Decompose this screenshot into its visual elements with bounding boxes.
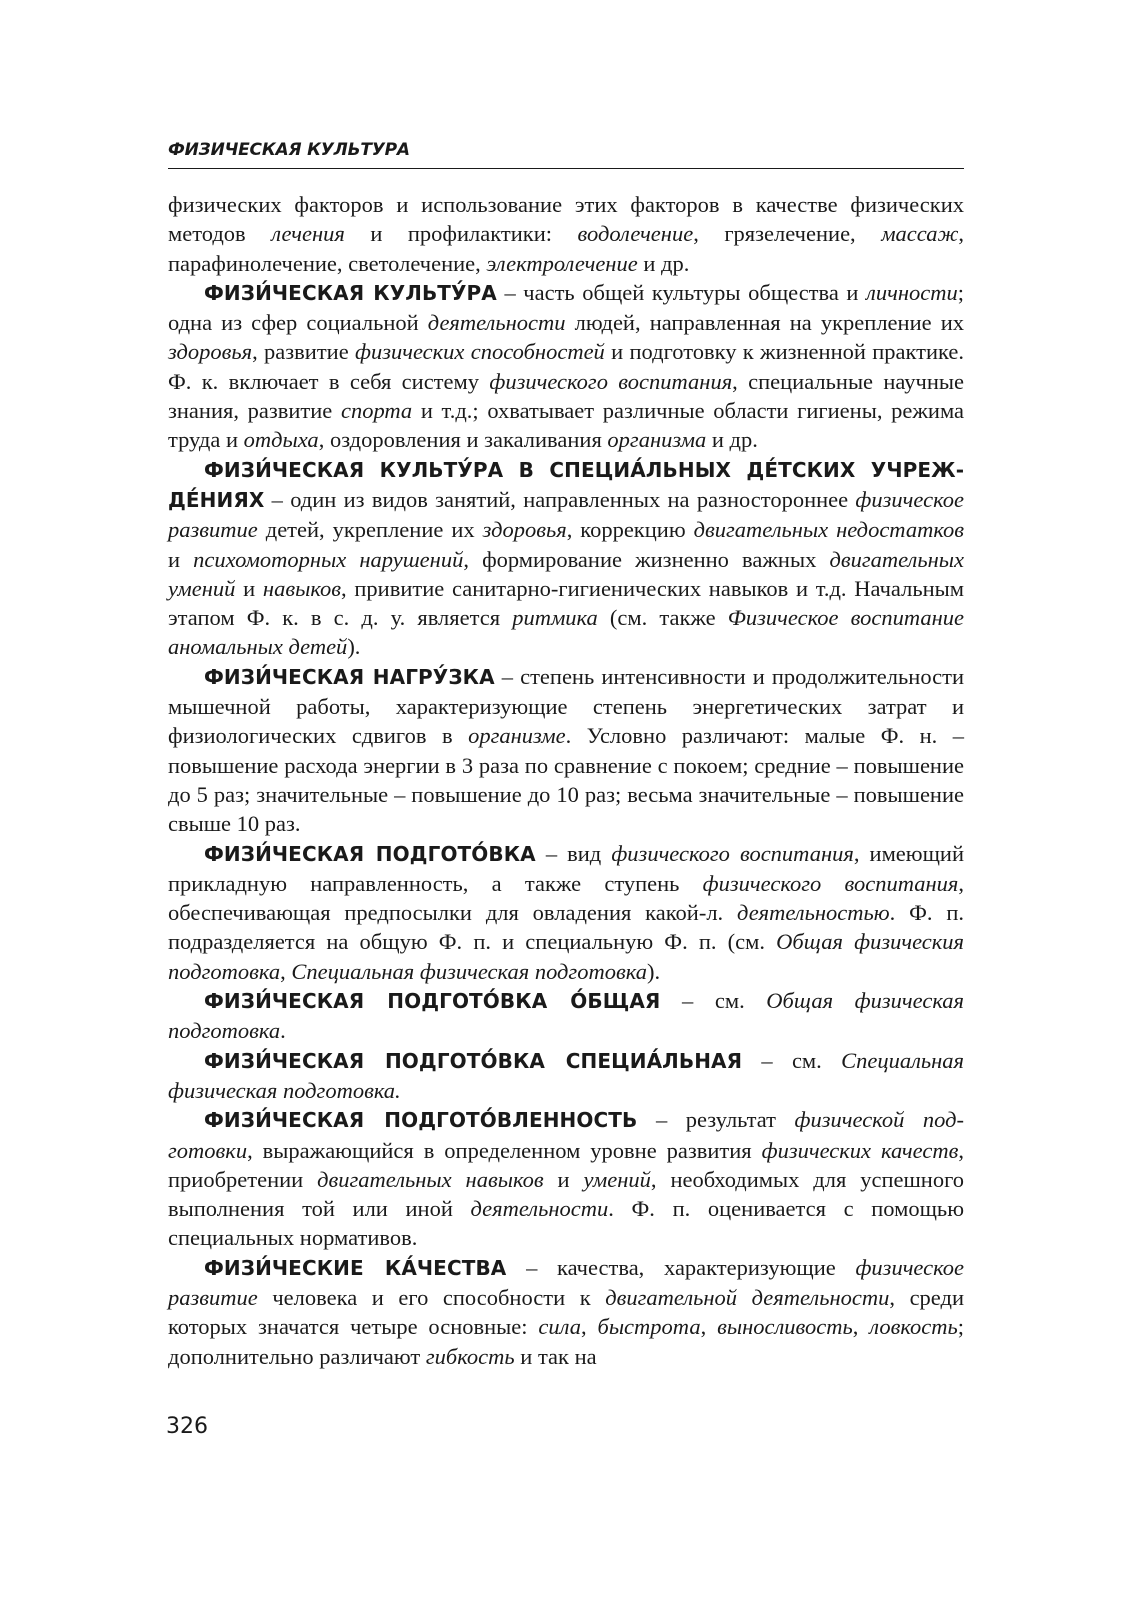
dictionary-entry [168,1253,964,1371]
text-run: . Условно различают: малые Ф. н. – повышение расхода энергии в 3 раза по сравнение с покоем; средние – повышение до 5 раз; значительные – повышение до 10 раз; весьма значительные – повышение свыше 10 раз. [168,723,964,837]
italic-term: здоровья [482,517,567,543]
dictionary-text [168,190,964,1371]
italic-term: физическое развитие [168,486,964,543]
italic-term: физической подготовки [168,1107,965,1163]
italic-term: умений [583,1166,651,1192]
dictionary-entry [168,662,964,839]
text-run: – один из видов занятий, направленных на разностороннее [264,486,856,512]
text-run: – см. [742,1047,842,1073]
italic-term: физического воспитания [702,870,959,896]
text-run: , коррекцию [566,517,694,543]
italic-term: электролечение [486,250,638,276]
italic-term: Общая физическая подготовка [168,988,964,1044]
italic-term: деятельности [427,310,566,336]
dictionary-entry [168,1046,964,1106]
text-run: , необходимых для успешного выполнения той или иной [168,1166,965,1222]
text-run: , [280,958,292,984]
italic-term: физических способностей [355,339,605,365]
text-run: и др. [637,250,690,276]
italic-term: лечения [271,221,345,247]
italic-term: ритмика [512,605,598,631]
text-run: и [168,546,194,572]
dictionary-entry [168,986,964,1046]
text-run: и профилактики: [344,221,578,247]
italic-term: массаж [881,221,959,247]
text-run: – результат [637,1107,795,1133]
text-run: ). [646,958,661,984]
italic-term: физического воспитания [611,840,854,866]
text-run: – часть общей культуры общества и [496,279,867,305]
text-run: , приобретении [168,1137,964,1192]
entry-headword: ФИЗИ́ЧЕСКАЯ ПОДГОТО́ВЛЕННОСТЬ [204,1108,638,1133]
entry-headword: ФИЗИ́ЧЕСКИЕ КА́ЧЕСТВА [204,1255,507,1280]
italic-term: водолечение [577,221,694,247]
text-run: , парафинолечение, светолечение, [168,221,964,276]
text-run: детей, укрепление их [257,517,483,543]
italic-term: психомоторных нарушений [193,546,464,572]
italic-term: отдыха [243,427,319,453]
italic-term: Общая физическия подготовка [168,929,964,984]
entry-headword: ФИЗИ́ЧЕСКАЯ ПОДГОТО́ВКА О́БЩАЯ [204,989,661,1014]
text-run: и т.д.; охватывает различные области гигиены, режима труда и [168,398,965,453]
italic-term: личности [866,279,958,305]
text-run: и так на [514,1343,597,1369]
italic-term: физического воспитания [489,368,733,394]
page-number: 326 [166,1414,208,1439]
italic-term: Специальная физическая подготовка [291,958,647,984]
text-run: – степень интенсивности и продолжительности мышечной работы, характеризующие степень энергетических затрат и физиологических сдвигов в [168,663,964,749]
italic-term: физических качеств [761,1137,959,1163]
text-run: , выражающийся в определенном уровне развития [247,1137,762,1163]
italic-term: организме [468,723,566,749]
text-run: , [581,1314,598,1340]
italic-term: сила [538,1314,581,1340]
text-run: , привитие санитарно-гигиенических навыков и т.д. Начальным этапом Ф. к. в с. д. у. является [168,575,964,631]
dictionary-entry [168,278,964,455]
text-run: , грязелечение, [693,221,882,247]
text-run: – см. [660,988,767,1014]
text-run: людей, направленная на укрепление их [565,310,964,336]
italic-term: физическое развитие [168,1254,965,1310]
text-run: , оздоровления и закаливания [318,427,608,453]
text-run: , формирование жизненно важных [463,546,830,572]
text-run: ; одна из сфер социальной [168,279,964,336]
entry-headword: ФИЗИ́ЧЕСКАЯ ПОДГОТО́ВКА СПЕЦИА́ЛЬНАЯ [204,1048,743,1073]
text-run: и [543,1166,584,1192]
entry-headword: ФИЗИ́ЧЕСКАЯ КУЛЬТУ́РА [204,280,497,305]
text-run: , обеспечивающая предпосылки для овладения какой-л. [168,870,964,926]
text-run: и др. [706,427,758,453]
italic-term: двигательной деятельности [605,1284,890,1310]
continuation-paragraph [168,190,964,278]
italic-term: деятельности [470,1196,609,1222]
running-head: ФИЗИЧЕСКАЯ КУЛЬТУРА [168,138,964,169]
italic-term: деятельностью [737,900,890,926]
text-run: , среди которых значатся четыре основные: [168,1284,964,1340]
text-run: . Ф. п. оценивается с помощью специальных нормативов. [168,1196,964,1251]
dictionary-entry [168,1105,964,1252]
dictionary-entry [168,839,964,986]
italic-term: спорта [340,398,413,424]
text-run: , [700,1314,718,1340]
text-run: и подготовку к жизненной практике. Ф. к. включает в себя систему [168,339,964,394]
italic-term: организма [607,427,707,453]
italic-term: быстрота [597,1314,701,1340]
text-run: . Ф. п. подразделяется на общую Ф. п. и специальную Ф. п. (см. [168,900,964,955]
entry-headword: ФИЗИ́ЧЕСКАЯ НАГРУ́ЗКА [204,664,495,689]
text-run: ). [347,634,361,660]
dictionary-entry [168,455,964,662]
italic-term: Физическое воспитание аномальных детей [168,605,964,660]
text-run: (см. также [597,605,728,631]
italic-term: двигательных навыков [317,1166,544,1192]
text-run: , специальные научные знания, развитие [168,368,964,424]
italic-term: гибкость [425,1343,515,1369]
text-run: – качества, характеризующие [506,1254,856,1280]
text-run: , развитие [252,339,355,365]
entry-headword: ФИЗИ́ЧЕСКАЯ ПОДГОТО́ВКА [204,841,536,866]
text-run: и [235,575,263,601]
text-run: . [280,1018,286,1044]
italic-term: Специальная физическая подготовка. [168,1047,964,1103]
text-run: , имеющий прикладную направленность, а также ступень [168,840,965,896]
italic-term: выносливость [717,1314,853,1340]
italic-term: ловкость [869,1314,958,1340]
entry-headword: ФИЗИ́ЧЕСКАЯ КУЛЬТУ́РА В СПЕЦИА́ЛЬНЫХ ДЕ́ТСКИХ УЧРЕЖДЕ́НИЯХ [168,457,964,512]
text-run: ; дополнительно различают [168,1314,965,1369]
italic-term: здоровья [168,339,253,365]
text-run: физических факторов и использование этих факторов в качестве физических методов [168,192,964,247]
text-run: – вид [535,840,612,866]
italic-term: навыков [262,575,342,601]
text-run: , [852,1314,870,1340]
italic-term: двигательных умений [168,546,964,601]
text-run: человека и его способности к [257,1284,606,1310]
italic-term: двигательных недостатков [693,517,965,543]
